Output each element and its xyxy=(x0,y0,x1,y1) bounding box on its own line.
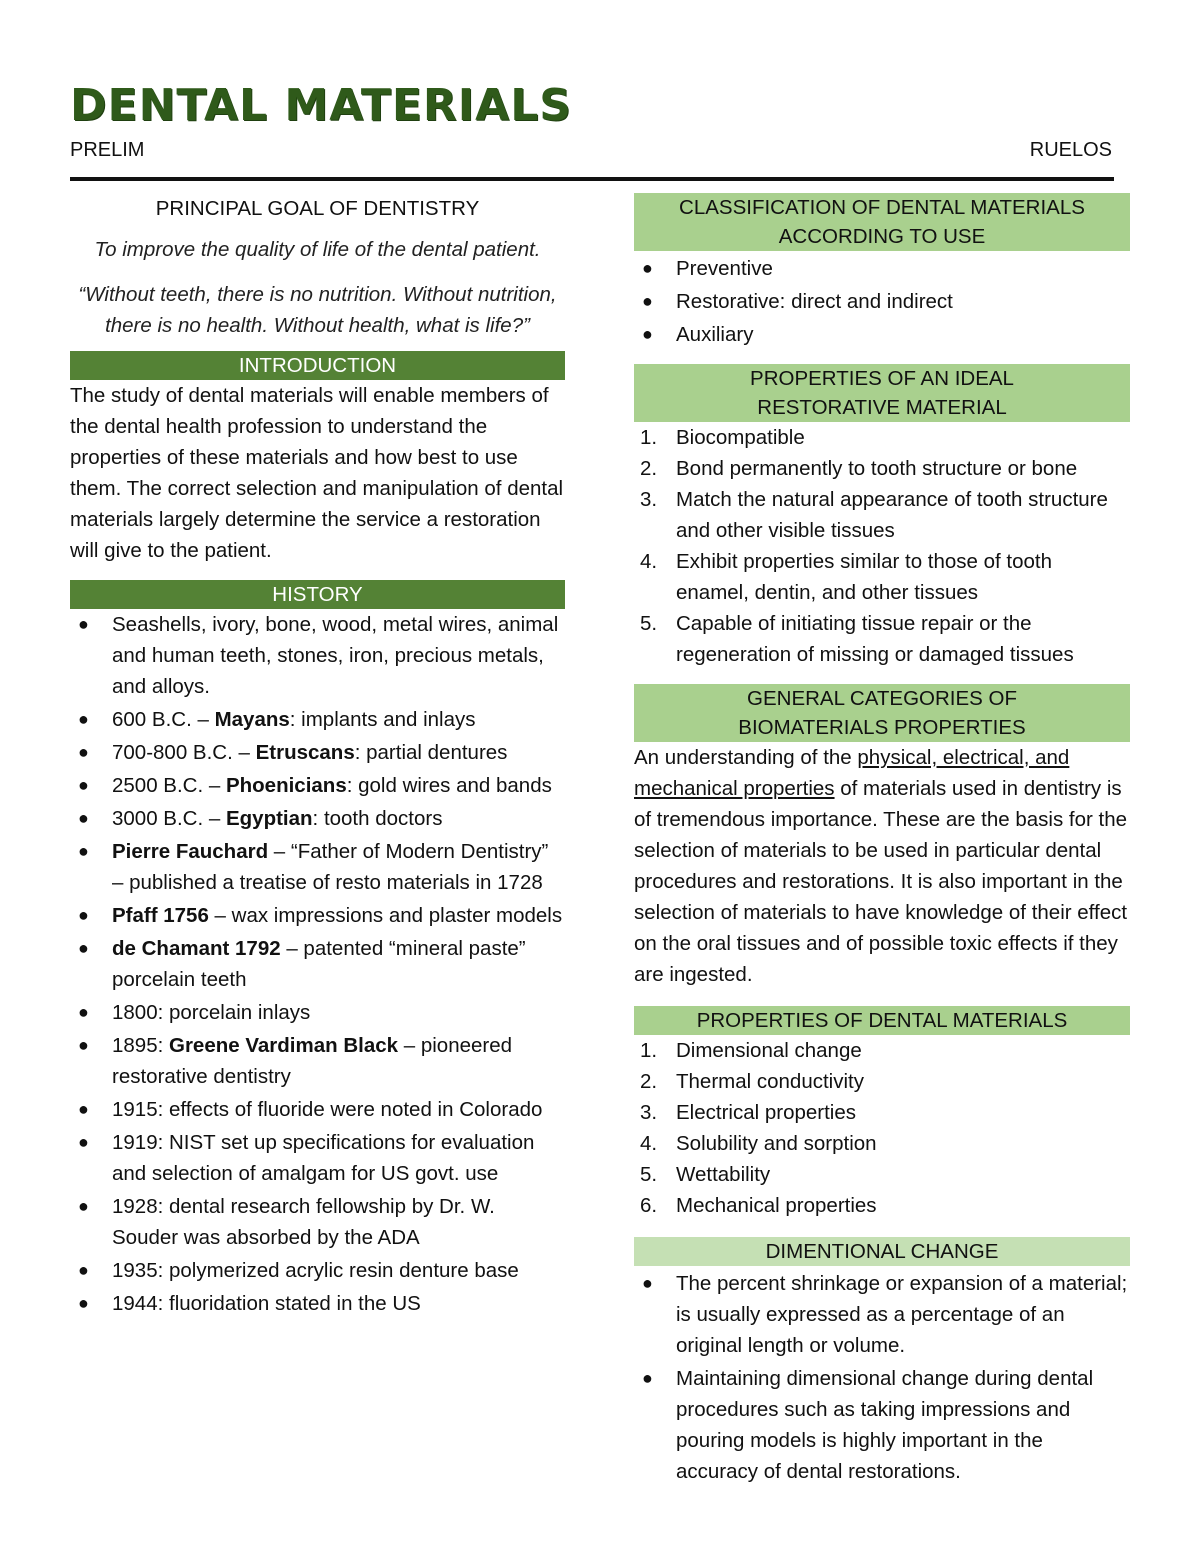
goal-quote: “Without teeth, there is no nutrition. Without nutrition, there is no health. Without health, what is life?” xyxy=(78,283,557,337)
list-item: 1. Biocompatible xyxy=(640,426,805,449)
list-item: ● 1944: fluoridation stated in the US xyxy=(70,1288,565,1319)
list-item: 2. Bond permanently to tooth structure or bone xyxy=(640,457,1078,480)
list-item: 3. Electrical properties xyxy=(640,1101,857,1124)
list-item: ● 600 B.C. – Mayans: implants and inlays xyxy=(70,704,565,735)
bullet-icon: ● xyxy=(642,1273,653,1293)
introduction-text: The study of dental materials will enable members of the dental health profession to understand the properties of these materials and how best to use them. The correct selection and manipulation of dental materials largely determine the service a restoration will give to the patient. xyxy=(70,384,564,562)
list-item: ● Restorative: direct and indirect xyxy=(634,286,1130,317)
properties-list xyxy=(634,1035,1130,1221)
classification-heading: CLASSIFICATION OF DENTAL MATERIALS ACCORDING TO USE xyxy=(634,193,1130,251)
right-column xyxy=(634,193,1130,1497)
classification-list xyxy=(634,253,1130,350)
bullet-icon: ● xyxy=(78,742,89,762)
list-item: ● Auxiliary xyxy=(634,319,1130,350)
bullet-icon: ● xyxy=(78,1196,89,1216)
bullet-icon: ● xyxy=(642,258,653,278)
list-item: ● 1895: Greene Vardiman Black – pioneered restorative dentistry xyxy=(70,1030,565,1092)
header-right-label: RUELOS xyxy=(1029,139,1112,161)
bullet-icon: ● xyxy=(78,614,89,634)
list-item: ● Seashells, ivory, bone, wood, metal wires, animal and human teeth, stones, iron, precious metals, and alloys. xyxy=(70,609,565,702)
list-item: ● 1935: polymerized acrylic resin denture base xyxy=(70,1255,565,1286)
list-item: 5. Wettability xyxy=(640,1163,771,1186)
bullet-icon: ● xyxy=(78,1260,89,1280)
bullet-icon: ● xyxy=(78,1099,89,1119)
list-item: 4. Exhibit properties similar to those of tooth enamel, dentin, and other tissues xyxy=(640,550,1053,604)
list-item: ● 1928: dental research fellowship by Dr. W. Souder was absorbed by the ADA xyxy=(70,1191,565,1253)
bullet-icon: ● xyxy=(642,1368,653,1388)
left-column xyxy=(70,193,565,1329)
list-item: ● Maintaining dimensional change during dental procedures such as taking impressions and pouring models is highly important in the accuracy of dental restorations. xyxy=(634,1363,1130,1487)
list-item: ● The percent shrinkage or expansion of a material; is usually expressed as a percentage of an original length or volume. xyxy=(634,1268,1130,1361)
bullet-icon: ● xyxy=(78,938,89,958)
dimensional-change-heading: DIMENTIONAL CHANGE xyxy=(634,1237,1130,1266)
list-item: 5. Capable of initiating tissue repair or the regeneration of missing or damaged tissues xyxy=(640,612,1074,666)
general-categories-heading: GENERAL CATEGORIES OF BIOMATERIALS PROPERTIES xyxy=(634,684,1130,742)
bullet-icon: ● xyxy=(78,1002,89,1022)
bullet-icon: ● xyxy=(78,775,89,795)
general-categories-text: An understanding of the physical, electrical, and mechanical properties of materials used in dentistry is of tremendous importance. These are the basis for the selection of materials to be used in particular dental procedures and restorations. It is also important in the selection of materials to have knowledge of their effect on the oral tissues and of possible toxic effects if they are ingested. xyxy=(634,746,1128,986)
bullet-icon: ● xyxy=(78,709,89,729)
bullet-icon: ● xyxy=(642,291,653,311)
page-title: DENTAL MATERIALS xyxy=(70,80,572,131)
bullet-icon: ● xyxy=(78,1132,89,1152)
bullet-icon: ● xyxy=(78,1293,89,1313)
list-item: 1. Dimensional change xyxy=(640,1039,862,1062)
list-item: 4. Solubility and sorption xyxy=(640,1132,877,1155)
list-item: ● 1919: NIST set up specifications for evaluation and selection of amalgam for US govt. use xyxy=(70,1127,565,1189)
ideal-properties-heading: PROPERTIES OF AN IDEAL RESTORATIVE MATERIAL xyxy=(634,364,1130,422)
list-item: ● 1915: effects of fluoride were noted in Colorado xyxy=(70,1094,565,1125)
history-heading: HISTORY xyxy=(70,580,565,609)
list-item: 3. Match the natural appearance of tooth structure and other visible tissues xyxy=(640,488,1108,542)
list-item: ● 2500 B.C. – Phoenicians: gold wires and bands xyxy=(70,770,565,801)
list-item: ● Pfaff 1756 – wax impressions and plaster models xyxy=(70,900,565,931)
bullet-icon: ● xyxy=(78,841,89,861)
dimensional-change-list xyxy=(634,1268,1130,1487)
list-item: ● Preventive xyxy=(634,253,1130,284)
bullet-icon: ● xyxy=(78,905,89,925)
bullet-icon: ● xyxy=(642,324,653,344)
list-item: ● 3000 B.C. – Egyptian: tooth doctors xyxy=(70,803,565,834)
ideal-properties-list xyxy=(634,422,1130,670)
list-item: ● 1800: porcelain inlays xyxy=(70,997,565,1028)
list-item: ● 700-800 B.C. – Etruscans: partial dentures xyxy=(70,737,565,768)
history-list xyxy=(70,609,565,1319)
bullet-icon: ● xyxy=(78,808,89,828)
list-item: 2. Thermal conductivity xyxy=(640,1070,864,1093)
list-item: 6. Mechanical properties xyxy=(640,1194,877,1217)
header-left-label: PRELIM xyxy=(70,139,145,161)
goal-text: To improve the quality of life of the dental patient. xyxy=(94,238,541,261)
header-rule xyxy=(70,177,1114,181)
list-item: ● Pierre Fauchard – “Father of Modern Dentistry” – published a treatise of resto materials in 1728 xyxy=(70,836,565,898)
properties-heading: PROPERTIES OF DENTAL MATERIALS xyxy=(634,1006,1130,1035)
bullet-icon: ● xyxy=(78,1035,89,1055)
list-item: ● de Chamant 1792 – patented “mineral paste” porcelain teeth xyxy=(70,933,565,995)
goal-heading: PRINCIPAL GOAL OF DENTISTRY xyxy=(155,197,480,220)
introduction-heading: INTRODUCTION xyxy=(70,351,565,380)
